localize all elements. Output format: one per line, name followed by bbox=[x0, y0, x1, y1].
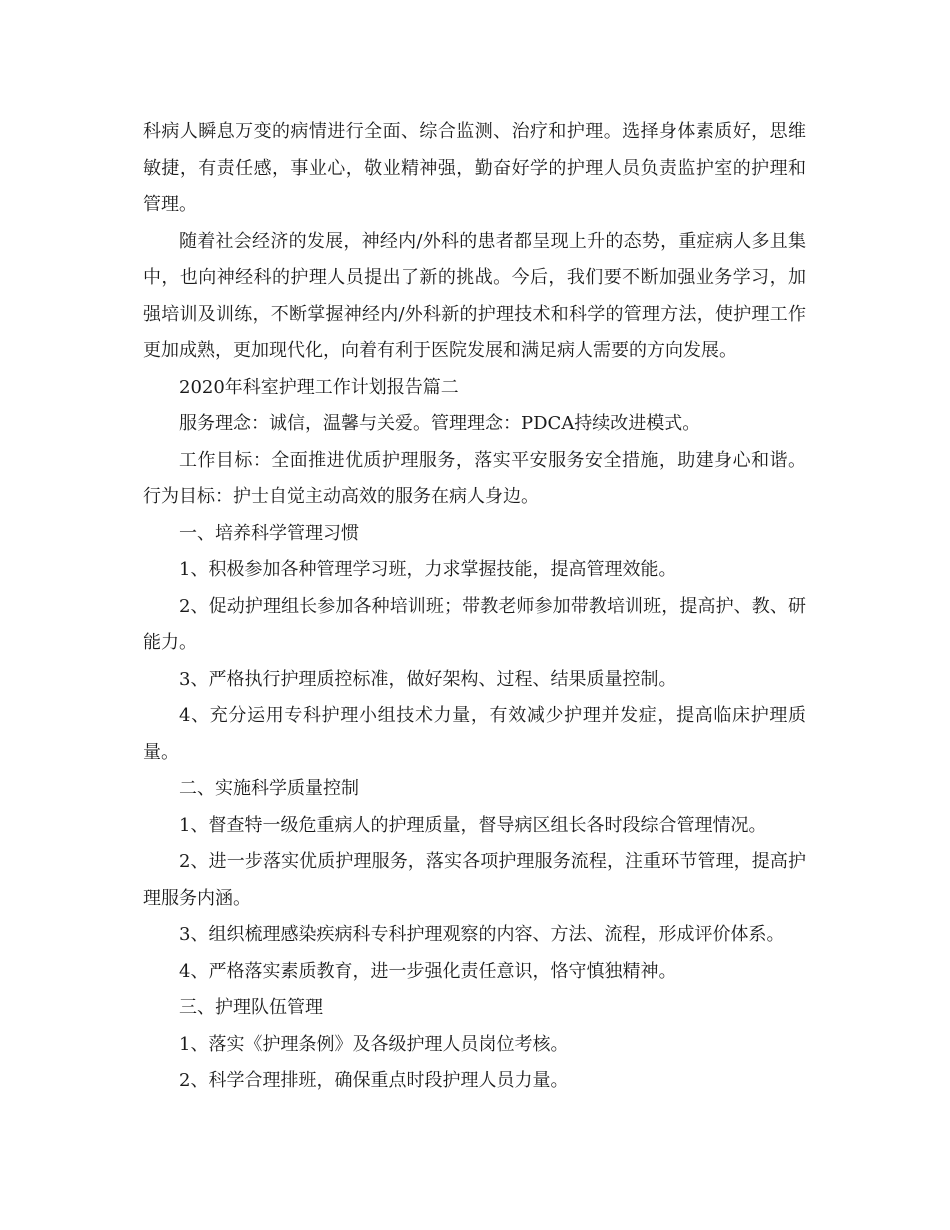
paragraph: 随着社会经济的发展，神经内/外科的患者都呈现上升的态势，重症病人多且集中，也向神经科的护理人员提出了新的挑战。今后，我们要不断加强业务学习，加强培训及训练，不断掌握神经内/外科新的护理技术和科学的管理方法，使护理工作更加成熟，更加现代化，向着有利于医院发展和满足病人需要的方向发展。 bbox=[143, 230, 806, 361]
paragraph: 1、督查特一级危重病人的护理质量，督导病区组长各时段综合管理情况。 bbox=[179, 814, 767, 836]
paragraph: 服务理念：诚信，温馨与关爱。管理理念：PDCA持续改进模式。 bbox=[179, 413, 701, 434]
paragraph: 1、积极参加各种管理学习班，力求掌握技能，提高管理效能。 bbox=[179, 559, 677, 580]
paragraph: 4、严格落实素质教育，进一步强化责任意识，恪守慎独精神。 bbox=[179, 960, 677, 982]
paragraph: 3、严格执行护理质控标准，做好架构、过程、结果质量控制。 bbox=[179, 668, 677, 690]
paragraph: 一、培养科学管理习惯 bbox=[179, 522, 359, 544]
paragraph: 4、充分运用专科护理小组技术力量，有效减少护理并发症，提高临床护理质量。 bbox=[143, 705, 806, 763]
paragraph: 三、护理队伍管理 bbox=[179, 997, 323, 1018]
paragraph: 2020年科室护理工作计划报告篇二 bbox=[179, 376, 459, 398]
paragraph: 二、实施科学质量控制 bbox=[179, 778, 359, 799]
paragraph: 工作目标：全面推进优质护理服务，落实平安服务安全措施，助建身心和谐。行为目标：护士自觉主动高效的服务在病人身边。 bbox=[143, 449, 806, 507]
document-body bbox=[143, 114, 806, 1100]
paragraph: 3、组织梳理感染疾病科专科护理观察的内容、方法、流程，形成评价体系。 bbox=[179, 924, 785, 945]
paragraph: 1、落实《护理条例》及各级护理人员岗位考核。 bbox=[179, 1033, 569, 1055]
paragraph: 科病人瞬息万变的病情进行全面、综合监测、治疗和护理。选择身体素质好，思维敏捷，有责任感，事业心，敬业精神强，勤奋好学的护理人员负责监护室的护理和管理。 bbox=[143, 121, 806, 215]
paragraph: 2、进一步落实优质护理服务，落实各项护理服务流程，注重环节管理，提高护理服务内涵。 bbox=[143, 851, 806, 909]
paragraph: 2、促动护理组长参加各种培训班；带教老师参加带教培训班，提高护、教、研能力。 bbox=[143, 595, 806, 653]
paragraph: 2、科学合理排班，确保重点时段护理人员力量。 bbox=[179, 1070, 569, 1091]
